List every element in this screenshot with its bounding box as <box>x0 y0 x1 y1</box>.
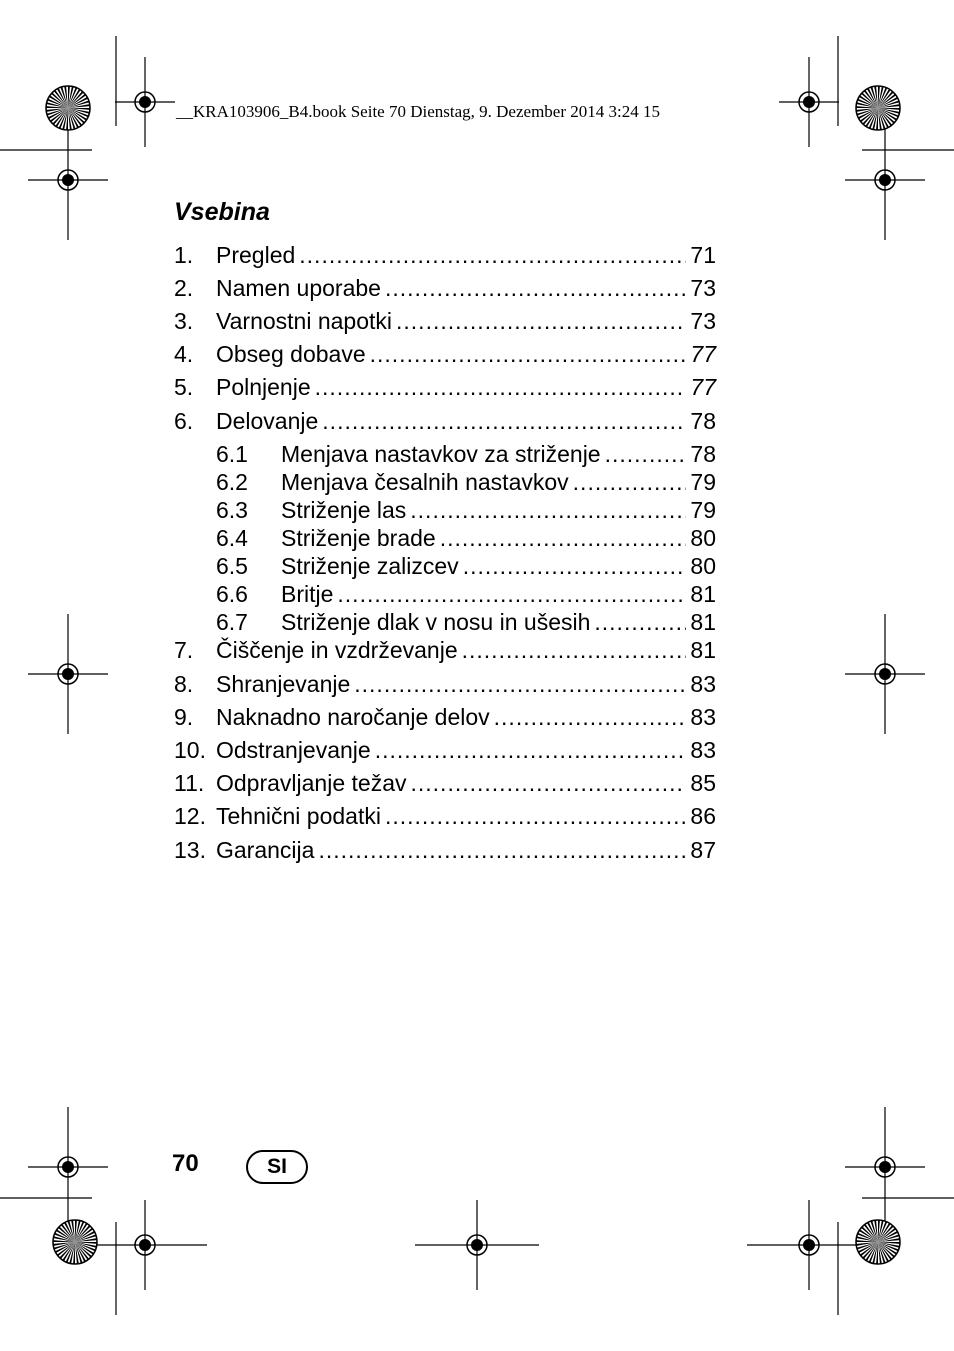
toc-page: 83 <box>690 671 716 697</box>
toc-entry[interactable] <box>174 770 716 800</box>
toc-label: Obseg dobave <box>216 341 366 367</box>
toc-label: Delovanje <box>216 408 319 434</box>
toc-leader <box>440 525 687 552</box>
toc-label: Garancija <box>216 837 315 863</box>
toc-leader <box>494 704 687 731</box>
toc-entry[interactable] <box>174 737 716 767</box>
toc-page: 83 <box>690 704 716 730</box>
toc-number: 6.4 <box>216 525 248 551</box>
toc-entry[interactable] <box>174 803 716 833</box>
toc-leader <box>463 553 687 580</box>
toc-leader <box>605 441 687 468</box>
toc-leader <box>410 497 686 524</box>
toc-number: 2. <box>174 275 194 301</box>
print-header: __KRA103906_B4.book Seite 70 Dienstag, 9. Dezember 2014 3:24 15 <box>176 102 660 121</box>
toc-leader <box>573 469 687 496</box>
toc-page: 79 <box>690 469 716 495</box>
toc-leader <box>411 770 687 797</box>
toc-page: 77 <box>690 341 716 367</box>
toc-entry[interactable] <box>174 408 716 438</box>
toc-entry[interactable] <box>174 637 716 667</box>
toc-number: 8. <box>174 671 194 697</box>
toc-page: 71 <box>690 242 716 268</box>
toc-subentry[interactable] <box>216 525 716 555</box>
toc-leader <box>370 341 687 368</box>
toc-subentry[interactable] <box>216 497 716 527</box>
toc-label: Polnjenje <box>216 374 311 400</box>
toc-subentry[interactable] <box>216 441 716 471</box>
toc-label: Odstranjevanje <box>216 737 371 763</box>
toc-label: Menjava nastavkov za striženje <box>281 441 601 467</box>
toc-number: 11. <box>174 770 205 796</box>
toc-number: 12. <box>174 803 206 829</box>
toc-label: Varnostni napotki <box>216 308 393 334</box>
toc-number: 6.7 <box>216 609 248 635</box>
toc-number: 1. <box>174 242 194 268</box>
toc-page: 81 <box>690 609 716 635</box>
toc-page: 80 <box>690 553 716 579</box>
toc-leader <box>396 308 686 335</box>
toc-page: 86 <box>690 803 716 829</box>
toc-label: Naknadno naročanje delov <box>216 704 490 730</box>
toc-number: 6.3 <box>216 497 248 523</box>
toc-page: 81 <box>690 637 716 663</box>
toc-label: Britje <box>281 581 334 607</box>
toc-page: 87 <box>690 837 716 863</box>
toc-leader <box>322 408 686 435</box>
toc-label: Shranjevanje <box>216 671 351 697</box>
toc-label: Pregled <box>216 242 296 268</box>
toc-leader <box>299 242 686 269</box>
toc-number: 4. <box>174 341 194 367</box>
toc-page: 79 <box>690 497 716 523</box>
toc-label: Tehnični podatki <box>216 803 381 829</box>
toc-number: 7. <box>174 637 194 663</box>
toc-number: 6.6 <box>216 581 248 607</box>
toc-number: 6.2 <box>216 469 248 495</box>
toc-leader <box>318 837 686 864</box>
toc-leader <box>594 609 686 636</box>
toc-page: 83 <box>690 737 716 763</box>
toc-number: 6.1 <box>216 441 248 467</box>
page-number: 70 <box>172 1150 199 1177</box>
toc-number: 3. <box>174 308 194 334</box>
toc-number: 13. <box>174 837 206 863</box>
toc-label: Odpravljanje težav <box>216 770 407 796</box>
toc-page: 73 <box>690 275 716 301</box>
toc-entry[interactable] <box>174 837 716 867</box>
toc-page: 81 <box>690 581 716 607</box>
toc-label: Striženje zalizcev <box>281 553 459 579</box>
toc-number: 6.5 <box>216 553 248 579</box>
toc-entry[interactable] <box>174 242 716 272</box>
toc-number: 5. <box>174 374 194 400</box>
toc-leader <box>337 581 686 608</box>
toc-leader <box>462 637 687 664</box>
toc-leader <box>385 803 686 830</box>
toc-page: 73 <box>690 308 716 334</box>
toc-number: 10. <box>174 737 206 763</box>
toc-label: Striženje las <box>281 497 407 523</box>
toc-entry[interactable] <box>174 341 716 371</box>
toc-leader <box>375 737 687 764</box>
toc-page: 77 <box>690 374 716 400</box>
toc-entry[interactable] <box>174 374 716 404</box>
page-title: Vsebina <box>174 198 270 226</box>
toc-page: 78 <box>690 408 716 434</box>
toc-label: Menjava česalnih nastavkov <box>281 469 569 495</box>
toc-number: 9. <box>174 704 194 730</box>
toc-label: Striženje dlak v nosu in ušesih <box>281 609 591 635</box>
toc-entry[interactable] <box>174 671 716 701</box>
toc-page: 80 <box>690 525 716 551</box>
toc-page: 85 <box>690 770 716 796</box>
toc-page: 78 <box>690 441 716 467</box>
toc-label: Čiščenje in vzdrževanje <box>216 637 458 663</box>
toc-leader <box>385 275 686 302</box>
toc-leader <box>315 374 687 401</box>
toc-subentry[interactable] <box>216 469 716 499</box>
toc-subentry[interactable] <box>216 553 716 583</box>
toc-leader <box>354 671 686 698</box>
toc-entry[interactable] <box>174 704 716 734</box>
toc-subentry[interactable] <box>216 609 716 639</box>
language-badge: SI <box>246 1150 308 1184</box>
toc-number: 6. <box>174 408 194 434</box>
toc-label: Striženje brade <box>281 525 436 551</box>
toc-entry[interactable] <box>174 275 716 305</box>
toc-label: Namen uporabe <box>216 275 381 301</box>
toc-subentry[interactable] <box>216 581 716 611</box>
toc-entry[interactable] <box>174 308 716 338</box>
